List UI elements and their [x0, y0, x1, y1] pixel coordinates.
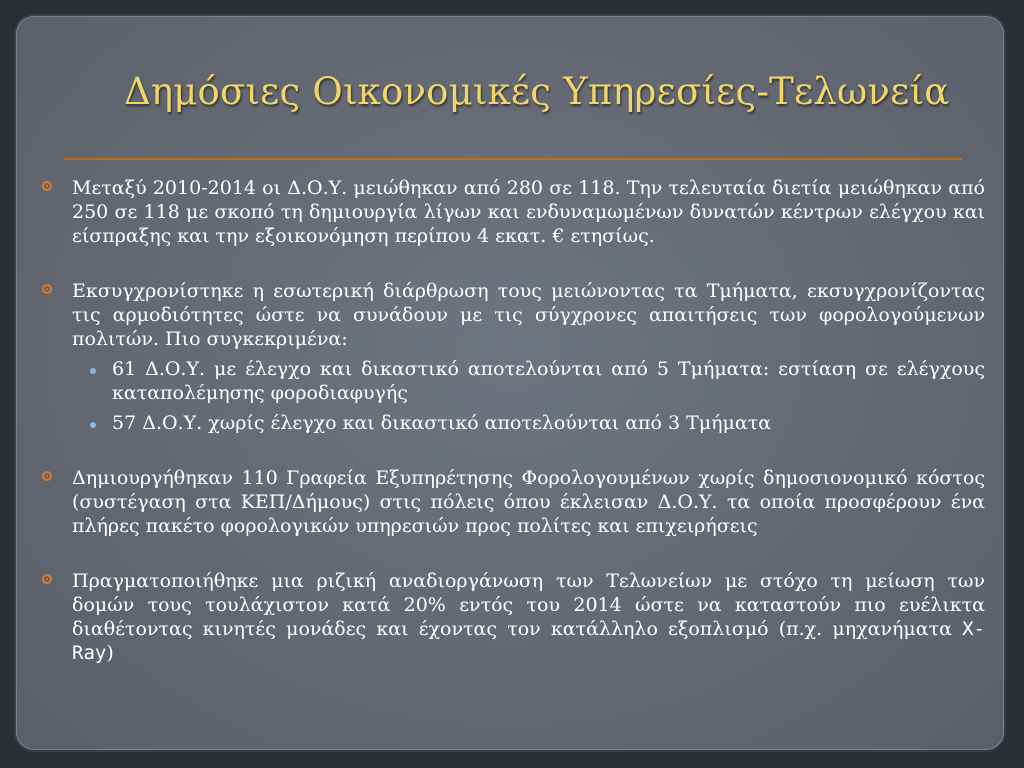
bullet-spacer [40, 538, 985, 569]
title-divider [64, 158, 962, 160]
sub-bullet-item [40, 357, 985, 405]
orange-ring-bullet-icon [42, 574, 52, 584]
bullet-text: Δημιουργήθηκαν 110 Γραφεία Εξυπηρέτησης Φορολογουμένων χωρίς δημοσιονομικό κόστος (συστέγαση στα ΚΕΠ/Δήμους) στις πόλεις όπου έκλεισαν Δ.Ο.Υ. τα οποία προσφέρουν ένα πλήρες πακέτο φορολογικών υπηρεσιών προς πολίτες και επιχειρήσεις [72, 467, 985, 537]
bullet-text-xray: X-Ray [72, 618, 985, 664]
sub-bullet-text: 61 Δ.Ο.Υ. με έλεγχο και δικαστικό αποτελούνται από 5 Τμήματα: εστίαση σε ελέγχους καταπολέμησης φοροδιαφυγής [112, 358, 985, 404]
bullet-item [40, 176, 985, 248]
orange-ring-bullet-icon [42, 471, 52, 481]
bullet-spacer [40, 248, 985, 279]
bullet-spacer [40, 435, 985, 466]
bullet-item [40, 569, 985, 665]
sub-bullet-item [40, 411, 985, 435]
bullet-text: Εκσυγχρονίστηκε η εσωτερική διάρθρωση τους μειώνοντας τα Τμήματα, εκσυγχρονίζοντας τις αρμοδιότητες ώστε να συνάδουν με τις σύγχρονες απαιτήσεις των φορολογούμενων πολιτών. Πιο συγκεκριμένα: [72, 280, 985, 350]
bullet-item [40, 466, 985, 538]
bullet-text: Μεταξύ 2010-2014 οι Δ.Ο.Υ. μειώθηκαν από 280 σε 118. Την τελευταία διετία μειώθηκαν από 250 σε 118 με σκοπό τη δημιουργία λίγων και ενδυναμωμένων δυνατών κέντρων ελέγχου και είσπραξης και την εξοικονόμηση περίπου 4 εκατ. € ετησίως. [72, 177, 985, 247]
orange-ring-bullet-icon [42, 284, 52, 294]
bullet-item [40, 279, 985, 351]
sub-bullet-text: 57 Δ.Ο.Υ. χωρίς έλεγχο και δικαστικό αποτελούνται από 3 Τμήματα [112, 412, 772, 434]
orange-ring-bullet-icon [42, 181, 52, 191]
bullet-text: Πραγματοποιήθηκε μια ριζική αναδιοργάνωση των Τελωνείων με στόχο τη μείωση των δομών τους τουλάχιστον κατά 20% εντός του 2014 ώστε να καταστούν πιο ευέλικτα διαθέτοντας κινητές μονάδες και έχοντας τον κατάλληλο εξοπλισμό (π.χ. μηχανήματα [72, 570, 985, 640]
blue-dot-bullet-icon [90, 422, 96, 428]
slide-content [40, 176, 985, 665]
blue-dot-bullet-icon [90, 368, 96, 374]
slide-title: Δημόσιες Οικονομικές Υπηρεσίες-Τελωνεία [124, 70, 950, 113]
bullet-text-close: ) [106, 642, 114, 664]
